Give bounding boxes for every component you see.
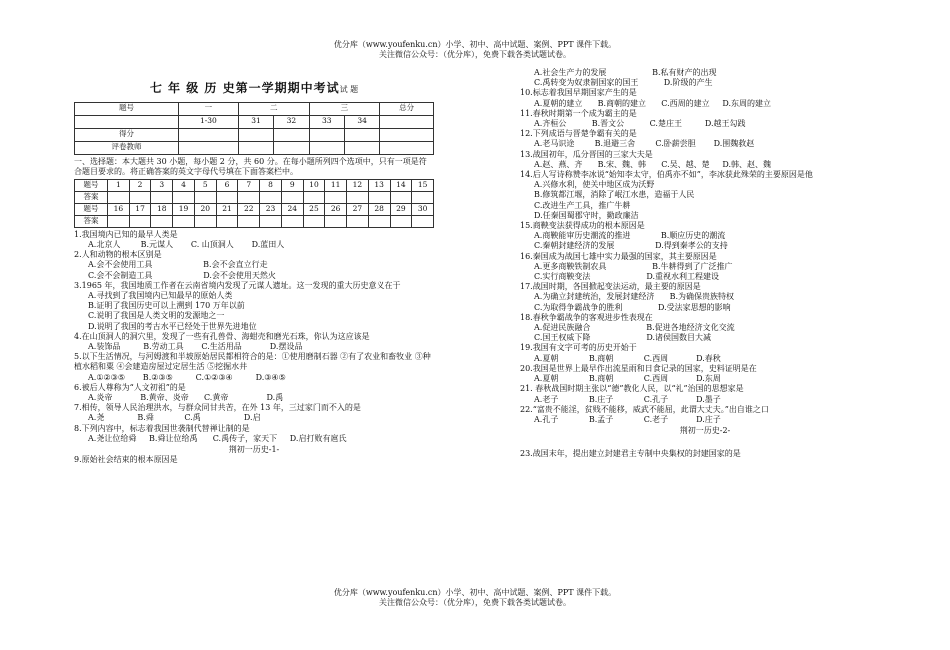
question-options: A.社会生产力的发展 B.私有财产的出现 xyxy=(534,68,717,77)
question-options: A.兴修水利，使关中地区成为沃野 xyxy=(534,180,655,190)
score-row-label: 得分 xyxy=(75,128,179,141)
question-options: A.为确立封建统治，发展封建经济 B.为确保贵族特权 xyxy=(534,292,734,302)
page-header-top xyxy=(0,40,950,60)
qnum-cell: 20 xyxy=(194,203,216,215)
question-item xyxy=(74,281,434,332)
answer-row-label: 答案 xyxy=(75,215,108,227)
score-sub-31: 31 xyxy=(238,115,273,128)
answer-cell[interactable] xyxy=(368,215,390,227)
score-th-3: 三 xyxy=(309,102,380,115)
question-options: B.修筑都江堰，消除了岷江水患，造福于人民 xyxy=(534,190,695,200)
qnum-cell: 19 xyxy=(173,203,195,215)
question-stem: 15.商鞅变法获得成功的根本原因是 xyxy=(520,221,645,231)
qnum-row-label: 题号 xyxy=(75,203,108,215)
answer-cell[interactable] xyxy=(129,191,151,203)
qnum-cell: 11 xyxy=(325,179,347,191)
header-line-2: 关注微信公众号：（优分库），免费下载各类试题试卷。 xyxy=(379,50,571,59)
qnum-cell: 3 xyxy=(151,179,173,191)
answer-cell[interactable] xyxy=(412,191,434,203)
score-sub-1: 1-30 xyxy=(178,115,238,128)
question-item xyxy=(520,170,890,221)
answer-cell[interactable] xyxy=(151,191,173,203)
left-column xyxy=(74,82,434,465)
answer-cell[interactable] xyxy=(194,191,216,203)
question-options: D.说明了我国的考古水平已经处于世界先进地位 xyxy=(88,321,257,331)
qnum-cell: 8 xyxy=(260,179,282,191)
answer-cell[interactable] xyxy=(216,191,238,203)
grader-row-label: 评卷教师 xyxy=(75,141,179,154)
qnum-cell: 4 xyxy=(173,179,195,191)
answer-cell[interactable] xyxy=(281,191,303,203)
question-options: A.装饰品 B.劳动工具 C.生活用品 D.摆设品 xyxy=(88,342,303,352)
question-options: C.禹转变为奴隶制国家的国王 D.阶级的产生 xyxy=(534,78,713,88)
qnum-cell: 26 xyxy=(325,203,347,215)
qnum-cell: 1 xyxy=(107,179,129,191)
qnum-cell: 29 xyxy=(390,203,412,215)
score-table xyxy=(74,102,434,155)
question-item xyxy=(520,405,890,425)
question-options: A.①②③⑤ B.②③⑤ C.①②③④ D.③④⑤ xyxy=(88,372,286,382)
answer-row-label: 答案 xyxy=(75,191,108,203)
qnum-cell: 14 xyxy=(390,179,412,191)
qnum-row-label: 题号 xyxy=(75,179,108,191)
score-sub-32: 32 xyxy=(274,115,309,128)
question-stem: 16.秦国成为战国七雄中实力最强的国家，其主要原因是 xyxy=(520,251,717,261)
question-options: C.实行商鞅变法 D.重视水利工程建设 xyxy=(534,272,719,282)
question-item xyxy=(74,250,434,281)
question-stem: 17.战国时期，各国掀起变法运动，最主要的原因是 xyxy=(520,282,701,292)
question-stem: 19.我国有文字可考的历史开始于 xyxy=(520,343,637,353)
page-number-1: 荆初一历史-1- xyxy=(228,445,280,455)
answer-cell[interactable] xyxy=(390,191,412,203)
footer-line-2: 关注微信公众号：（优分库），免费下载各类试题试卷。 xyxy=(379,598,571,607)
answer-cell[interactable] xyxy=(129,215,151,227)
answer-cell[interactable] xyxy=(238,215,260,227)
question-stem: 20.我国是世界上最早作出流星雨和日食记录的国家，史料证明是在 xyxy=(520,363,757,373)
answer-cell[interactable] xyxy=(260,215,282,227)
question-options: A.更多商鞅铁制农具 B.牛耕得到了广泛推广 xyxy=(534,261,733,271)
answer-cell[interactable] xyxy=(390,215,412,227)
question-options: A.齐桓公 B.晋文公 C.楚庄王 D.越王勾践 xyxy=(534,119,746,129)
question-options: A.寻找到了我国境内已知最早的原始人类 xyxy=(88,291,233,301)
score-sub-34: 34 xyxy=(344,115,379,128)
answer-table xyxy=(74,179,434,228)
qnum-cell: 22 xyxy=(238,203,260,215)
score-th-1: 一 xyxy=(178,102,238,115)
answer-cell[interactable] xyxy=(347,215,369,227)
question-options: A.夏朝 B.商朝 C.西周 D.春秋 xyxy=(534,353,721,363)
qnum-cell: 23 xyxy=(260,203,282,215)
qnum-cell: 12 xyxy=(347,179,369,191)
question-options: A.夏朝 B.商朝 C.西周 D.东周 xyxy=(534,374,721,384)
question-options: C.为取得争霸战争的胜利 D.受法家思想的影响 xyxy=(534,302,731,312)
qnum-cell: 30 xyxy=(412,203,434,215)
question-stem: 6.被后人尊称为“人文初祖”的是 xyxy=(74,382,186,392)
question-item xyxy=(520,313,890,344)
answer-cell[interactable] xyxy=(260,191,282,203)
right-question-list xyxy=(520,68,890,425)
answer-cell[interactable] xyxy=(173,215,195,227)
qnum-cell: 21 xyxy=(216,203,238,215)
question-item xyxy=(520,150,890,170)
question-options: B.证明了我国历史可以上溯到 170 万年以前 xyxy=(88,301,245,311)
answer-cell[interactable] xyxy=(303,215,325,227)
answer-cell[interactable] xyxy=(107,191,129,203)
qnum-cell: 13 xyxy=(368,179,390,191)
right-column xyxy=(520,68,890,460)
answer-cell[interactable] xyxy=(151,215,173,227)
section-instructions: 一、选择题：本大题共 30 小题，每小题 2 分，共 60 分。在每小题所列四个选项中，只有一项是符合题目要求的。将正确答案的英文字母代号填在下面答案栏中。 xyxy=(74,156,427,176)
question-options: A.尧让位给舜 B.舜让位给禹 C.禹传子，家天下 D.启打败有扈氏 xyxy=(88,433,347,443)
question-item xyxy=(74,352,434,383)
score-th-2: 二 xyxy=(238,102,309,115)
answer-cell[interactable] xyxy=(281,215,303,227)
question-options: C.秦朝封建经济的发展 D.得到秦孝公的支持 xyxy=(534,241,728,251)
question-item xyxy=(520,282,890,313)
exam-title xyxy=(74,82,434,96)
question-options: C.改进生产工具，推广牛耕 xyxy=(534,200,631,210)
question-options: A.北京人 B.元谋人 C. 山顶洞人 D.蓝田人 xyxy=(88,240,285,249)
question-options: A.赵、燕、齐 B.宋、魏、韩 C.吴、越、楚 D.韩、赵、魏 xyxy=(534,159,772,169)
question-options: A.老马识途 B.退避三舍 C.卧薪尝胆 D.围魏救赵 xyxy=(534,139,755,149)
question-options: A.会不会使用工具 B.会不会直立行走 xyxy=(88,260,268,270)
question-options: C.说明了我国是人类文明的发源地之一 xyxy=(88,311,225,321)
footer-line-1: 优分库（www.youfenku.cn）小学、初中、高中试题、案例、PPT 课件下载。 xyxy=(333,588,617,597)
qnum-cell: 16 xyxy=(107,203,129,215)
question-item xyxy=(74,424,434,444)
question-options: A.炎帝 B.黄帝、炎帝 C.黄帝 D.禹 xyxy=(88,393,284,403)
qnum-cell: 24 xyxy=(281,203,303,215)
question-stem: 21. 春秋战国时期主张以“德”教化人民，以“礼”治国的思想家是 xyxy=(520,384,744,394)
question-item xyxy=(74,230,434,250)
score-sub-33: 33 xyxy=(309,115,344,128)
question-item xyxy=(520,129,890,149)
question-options: A.尧 B.舜 C.禹 D.启 xyxy=(88,413,261,423)
exam-title-main: 七 年 级 历 史第一学期期中考试 xyxy=(149,81,340,95)
qnum-cell: 15 xyxy=(412,179,434,191)
question-stem: 8.下列内容中，标志着我国世袭制代替禅让制的是 xyxy=(74,423,250,433)
question-item xyxy=(520,68,890,88)
question-item xyxy=(520,221,890,252)
question-stem: 14.后人写诗称赞李冰说“始知李太守，伯禹亦不如”，李冰获此殊荣的主要原因是他 xyxy=(520,170,813,180)
answer-cell[interactable] xyxy=(325,191,347,203)
answer-cell[interactable] xyxy=(303,191,325,203)
question-stem: 13.战国初年，瓜分晋国的三家大夫是 xyxy=(520,149,653,159)
question-stem: 10.标志着我国早期国家产生的是 xyxy=(520,88,637,98)
qnum-cell: 6 xyxy=(216,179,238,191)
answer-cell[interactable] xyxy=(368,191,390,203)
qnum-cell: 10 xyxy=(303,179,325,191)
qnum-cell: 5 xyxy=(194,179,216,191)
answer-cell[interactable] xyxy=(412,215,434,227)
qnum-cell: 2 xyxy=(129,179,151,191)
question-item xyxy=(520,343,890,363)
page-number-2: 荆初一历史-2- xyxy=(679,426,731,436)
question-item xyxy=(520,88,890,108)
question-stem: 22.“富贵不能淫，贫贱不能移，威武不能屈，此谓大丈夫。”出自谁之口 xyxy=(520,404,769,414)
question-item xyxy=(74,383,434,403)
question-stem: 3.1965 年，我国地质工作者在云南省境内发现了元谋人遗址。这一发现的重大历史意义在于 xyxy=(74,280,401,290)
question-23: 23.战国末年，提出建立封建君主专制中央集权的封建国家的是 xyxy=(520,449,741,459)
answer-cell[interactable] xyxy=(173,191,195,203)
answer-cell[interactable] xyxy=(194,215,216,227)
question-item xyxy=(74,332,434,352)
qnum-cell: 18 xyxy=(151,203,173,215)
question-stem: 4.在山顶洞人的洞穴里，发现了一些有孔兽骨、海蚶壳和磨光石珠，你认为这应该是 xyxy=(74,331,370,341)
answer-cell[interactable] xyxy=(216,215,238,227)
question-stem: 5.以下生活情况，与河姆渡和半坡原始居民都相符合的是：①使用磨制石器 ②有了农业和畜牧业 ③种植水稻和粟 ④会建造房屋过定居生活 ⑤挖掘水井 xyxy=(74,352,431,372)
question-stem: 2.人和动物的根本区别是 xyxy=(74,250,162,260)
question-options: C.国王权威下降 D.诸侯国数目大减 xyxy=(534,333,711,343)
qnum-cell: 25 xyxy=(303,203,325,215)
question-item xyxy=(520,252,890,283)
score-th-total: 总分 xyxy=(380,102,434,115)
answer-cell[interactable] xyxy=(347,191,369,203)
question-options: A.促进民族融合 B.促进各地经济文化交流 xyxy=(534,323,735,333)
question-item xyxy=(520,364,890,384)
qnum-cell: 27 xyxy=(347,203,369,215)
question-options: A.老子 B.庄子 C.孔子 D.墨子 xyxy=(534,394,721,404)
question-stem: 1.我国境内已知的最早人类是 xyxy=(74,229,178,239)
qnum-cell: 7 xyxy=(238,179,260,191)
answer-cell[interactable] xyxy=(107,215,129,227)
header-line-1: 优分库（www.youfenku.cn）小学、初中、高中试题、案例、PPT 课件下载。 xyxy=(333,40,617,49)
question-item xyxy=(520,109,890,129)
question-stem: 7.相传，领导人民治理洪水，与群众同甘共苦，在外 13 年，三过家门而不入的是 xyxy=(74,403,361,413)
qnum-cell: 9 xyxy=(281,179,303,191)
question-stem: 11.春秋时期第一个成为霸主的是 xyxy=(520,108,637,118)
question-options: D.任秦国蜀郡守时，勤政廉洁 xyxy=(534,210,639,220)
question-9: 9.原始社会结束的根本原因是 xyxy=(74,455,178,465)
question-options: A.孔子 B.孟子 C.老子 D.庄子 xyxy=(534,414,721,424)
left-question-list xyxy=(74,230,434,444)
exam-title-suffix: 试 题 xyxy=(339,85,359,94)
qnum-cell: 17 xyxy=(129,203,151,215)
answer-cell[interactable] xyxy=(238,191,260,203)
question-options: A.商鞅能审历史潮流的推进 B.顺应历史的潮流 xyxy=(534,231,726,241)
question-options: A.夏朝的建立 B.商朝的建立 C.西周的建立 D.东周的建立 xyxy=(534,98,772,108)
question-options: C.会不会制造工具 D.会不会使用天然火 xyxy=(88,270,276,280)
score-th-qnum: 题号 xyxy=(75,102,179,115)
question-item xyxy=(74,403,434,423)
page-header-bottom xyxy=(0,588,950,608)
question-stem: 18.春秋争霸战争的客观进步性表现在 xyxy=(520,312,653,322)
qnum-cell: 28 xyxy=(368,203,390,215)
question-stem: 12.下列成语与晋楚争霸有关的是 xyxy=(520,129,637,139)
answer-cell[interactable] xyxy=(325,215,347,227)
question-item xyxy=(520,384,890,404)
